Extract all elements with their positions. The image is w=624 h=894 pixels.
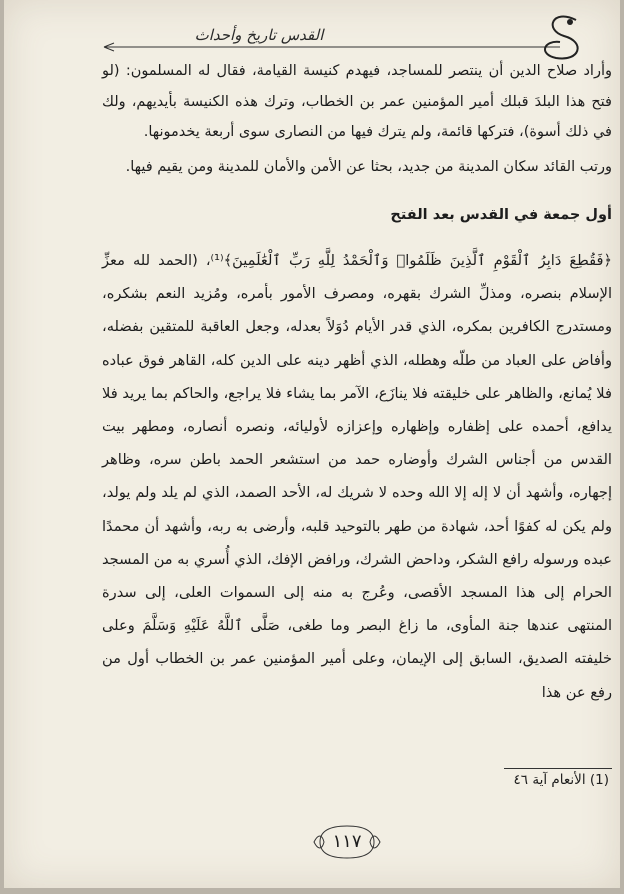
paragraph-residents: ورتب القائد سكان المدينة من جديد، بحثا عن الأمن والأمان للمدينة ومن يقيم فيها.	[125, 158, 612, 175]
section-heading: أول جمعة في القدس بعد الفتح	[390, 207, 612, 223]
page-number: ١١٧	[332, 831, 362, 852]
page-number-frame	[312, 822, 382, 862]
paragraph-sermon: ﴿فَقُطِعَ دَابِرُ ٱلْقَوْمِ ٱلَّذِينَ ظَلَمُوا۟ وَٱلْحَمْدُ لِلَّهِ رَبِّ ٱلْعَٰلَمِينَ﴾⁽¹⁾، (الحمد لله معزِّ الإسلام بنصره، ومذلِّ الشرك بقهره، ومصرف الأمور بأمره، ومُزيد النعم بشكره، ومستدرج الكافرين بمكره، الذي قدر الأيام دُوَلاً بعدله، وجعل العاقبة للمتقين بفضله، وأفاض على العباد من طلّه وهطله، الذي أظهر دينه على الدين كله، القاهر فوق عباده فلا يُمانع، والظاهر على خليقته فلا ينازَع، الآمر بما يشاء فلا يراجع، والحاكم بما يريد فلا يدافع، أحمده على إظفاره وإظهاره وإعزازه لأوليائه، ونصره أنصاره، ومطهر بيت القدس من أجناس الشرك وأوضاره حمد من استشعر الحمد باطن سره، وظاهر إجهاره، وأشهد أن لا إله إلا الله وحده لا شريك له، الأحد الصمد، الذي لم يلد ولم يولد، ولم يكن له كفوًا أحد، شهادة من طهر بالتوحيد قلبه، وأرضى به ربه، وأشهد أن محمدًا عبده ورسوله رافع الشكر، وداحض الشرك، ورافض الإفك، الذي أُسري به من المسجد الحرام إلى هذا المسجد الأقصى، وعُرج به منه إلى السموات العلى، إلى سدرة المنتهى عندها جنة المأوى، ما زاغ البصر وما طغى، صَلَّى ٱللَّهُ عَلَيْهِ وَسَلَّمَ وعلى خليفته الصديق، السابق إلى الإيمان، وعلى أمير المؤمنين عمر بن الخطاب أول من رفع عن هذا	[102, 252, 612, 701]
page-body	[102, 56, 612, 709]
footnote: (1) الأنعام آية ٤٦	[513, 772, 609, 788]
header-title: القدس تاريخ وأحداث	[194, 26, 324, 44]
book-page	[4, 0, 620, 888]
footnote-divider	[504, 768, 612, 769]
running-header	[4, 0, 620, 62]
paragraph-church: وأراد صلاح الدين أن ينتصر للمساجد، فيهدم كنيسة القيامة، فقال له المسلمون: (لو فتح هذا البلدَ قبلك أمير المؤمنين عمر بن الخطاب، وترك هذه الكنيسة بأيديهم، ولك في ذلك أسوة)، فتركها قائمة، ولم يترك فيها من النصارى سوى أربعة يخدمونها.	[102, 63, 612, 140]
